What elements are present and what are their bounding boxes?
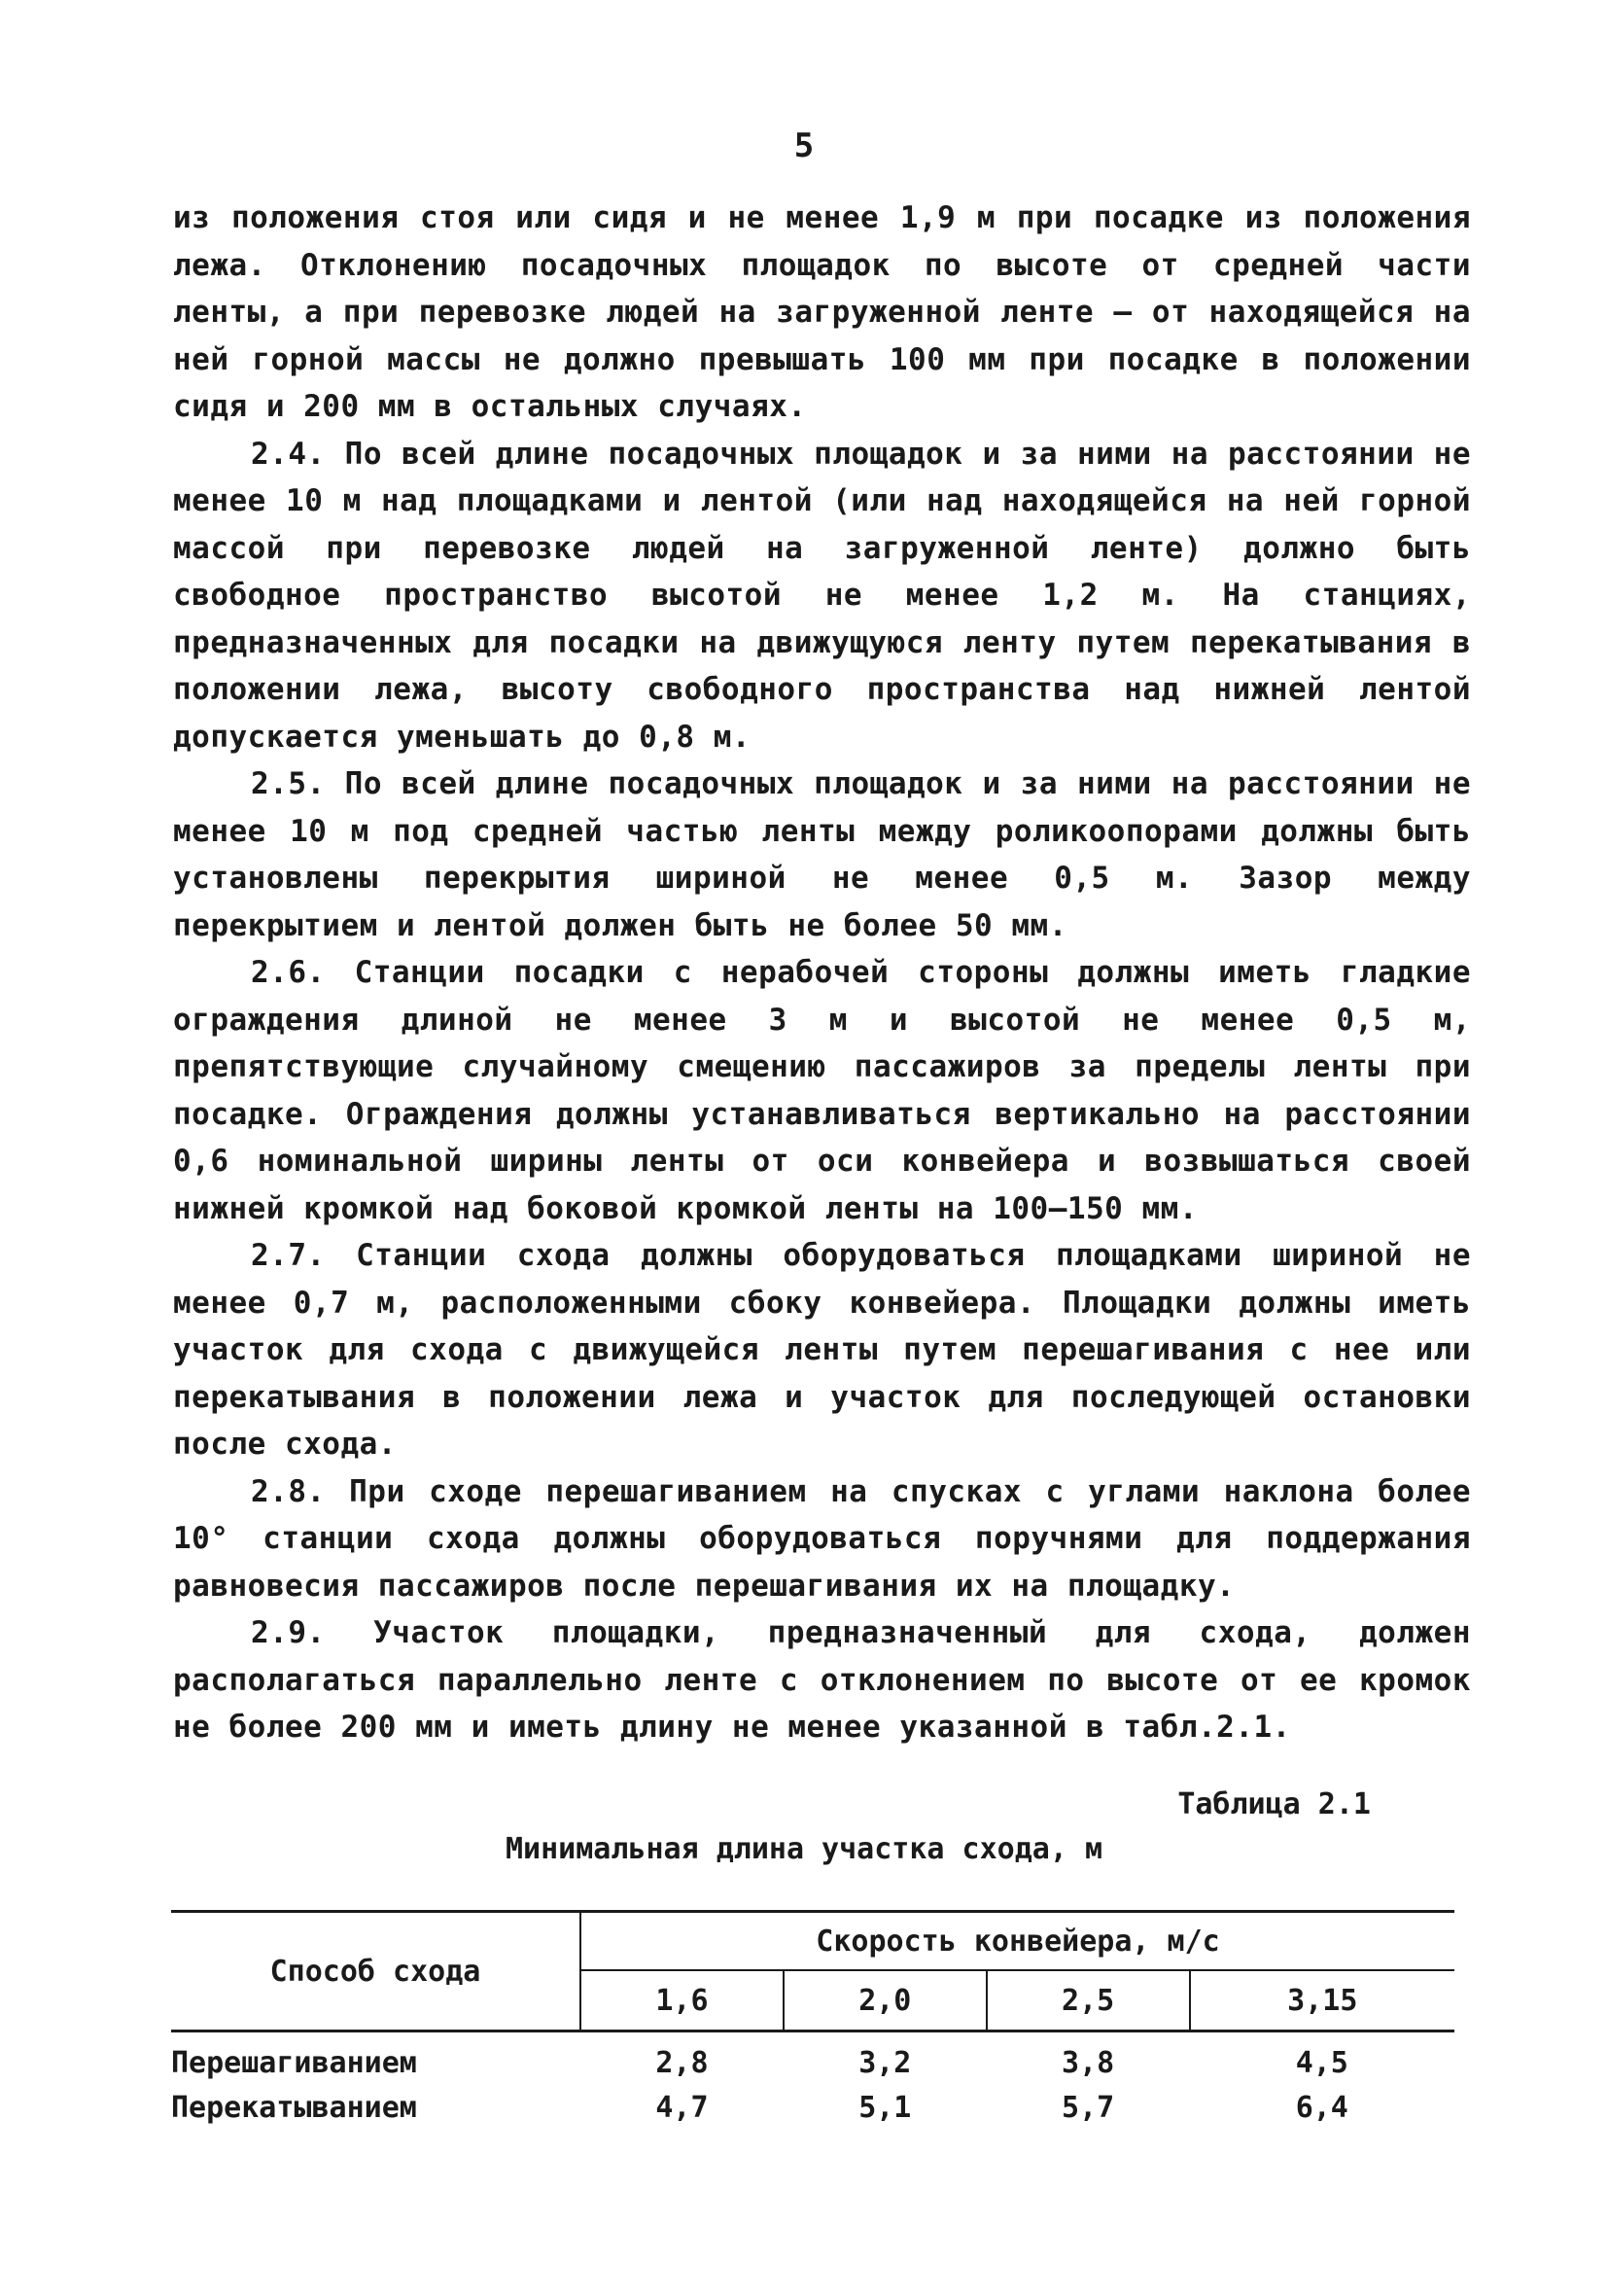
- table-title: Минимальная длина участка схода, м: [505, 1832, 1103, 1866]
- paragraph-2-8: 2.8. При сходе перешагиванием на спусках с углами наклона более 10° станции схода должны оборудоваться поручнями для поддержания равновесия пассажиров после перешагивания их на площадку.: [173, 1473, 1471, 1604]
- method-column-header: Способ схода: [171, 1912, 580, 2031]
- paragraph-2-7: 2.7. Станции схода должны оборудоваться площадками шириной не менее 0,7 м, расположенными сбоку конвейера. Площадки должны иметь участок для схода с движущейся ленты путем перешагивания с нее или перекатывания в положении лежа и участок для последующей остановки после схода.: [173, 1238, 1471, 1462]
- method-cell: Перекатыванием: [171, 2090, 417, 2125]
- data-table: [171, 1910, 1454, 2130]
- speed-column-header: 2,0: [784, 1970, 987, 2031]
- paragraph-2-6: 2.6. Станции посадки с нерабочей стороны должны иметь гладкие ограждения длиной не менее 3 м и высотой не менее 0,5 м, препятствующие случайному смещению пассажиров за пределы ленты при посадке. Ограждения должны устанавливаться вертикально на расстоянии 0,6 номинальной ширины ленты от оси конвейера и возвышаться своей нижней кромкой над боковой кромкой ленты на 100–150 мм.: [173, 955, 1471, 1226]
- value-cell: 6,4: [1295, 2090, 1348, 2125]
- speed-column-header: 3,15: [1287, 1983, 1358, 2018]
- value-cell: 4,5: [1295, 2045, 1348, 2080]
- paragraph-2-9: 2.9. Участок площадки, предназначенный для схода, должен располагаться параллельно ленте с отклонением по высоте от ее кромок не более 200 мм и иметь длину не менее указанной в табл.2.1.: [173, 1615, 1471, 1745]
- speed-group-header: Скорость конвейера, м/с: [580, 1912, 1454, 1971]
- value-cell: 3,8: [1062, 2045, 1115, 2080]
- value-cell: 5,1: [858, 2090, 912, 2125]
- paragraph-2-4: 2.4. По всей длине посадочных площадок и за ними на расстоянии не менее 10 м над площадками и лентой (или над находящейся на ней горной массой при перевозке людей на загруженной ленте) должно быть свободное пространство высотой не менее 1,2 м. На станциях, предназначенных для посадки на движущуюся ленту путем перекатывания в положении лежа, высоту свободного пространства над нижней лентой допускается уменьшать до 0,8 м.: [173, 436, 1471, 755]
- method-cell: Перешагиванием: [171, 2045, 417, 2080]
- body-text: [173, 194, 1471, 1751]
- value-cell: 2,8: [655, 2045, 709, 2080]
- value-cell: 3,2: [858, 2045, 912, 2080]
- paragraph-continuation: из положения стоя или сидя и не менее 1,9 м при посадке из положения лежа. Отклонению посадочных площадок по высоте от средней части ленты, а при перевозке людей на загруженной ленте – от находящейся на ней горной массы не должно превышать 100 мм при посадке в положении сидя и 200 мм в остальных случаях.: [173, 200, 1471, 424]
- table-caption: Таблица 2.1: [1177, 1787, 1371, 1821]
- speed-column-header: 1,6: [580, 1970, 784, 2031]
- data-table-wrapper: [171, 1910, 1454, 2130]
- table-row: [171, 2031, 1454, 2086]
- table-row: [171, 2085, 1454, 2130]
- value-cell: 5,7: [1062, 2090, 1115, 2125]
- value-cell: 4,7: [655, 2090, 709, 2125]
- speed-column-header: 2,5: [987, 1970, 1190, 2031]
- page-number: 5: [793, 126, 815, 165]
- paragraph-2-5: 2.5. По всей длине посадочных площадок и за ними на расстоянии не менее 10 м под средней частью ленты между роликоопорами должны быть установлены перекрытия шириной не менее 0,5 м. Зазор между перекрытием и лентой должен быть не более 50 мм.: [173, 766, 1471, 943]
